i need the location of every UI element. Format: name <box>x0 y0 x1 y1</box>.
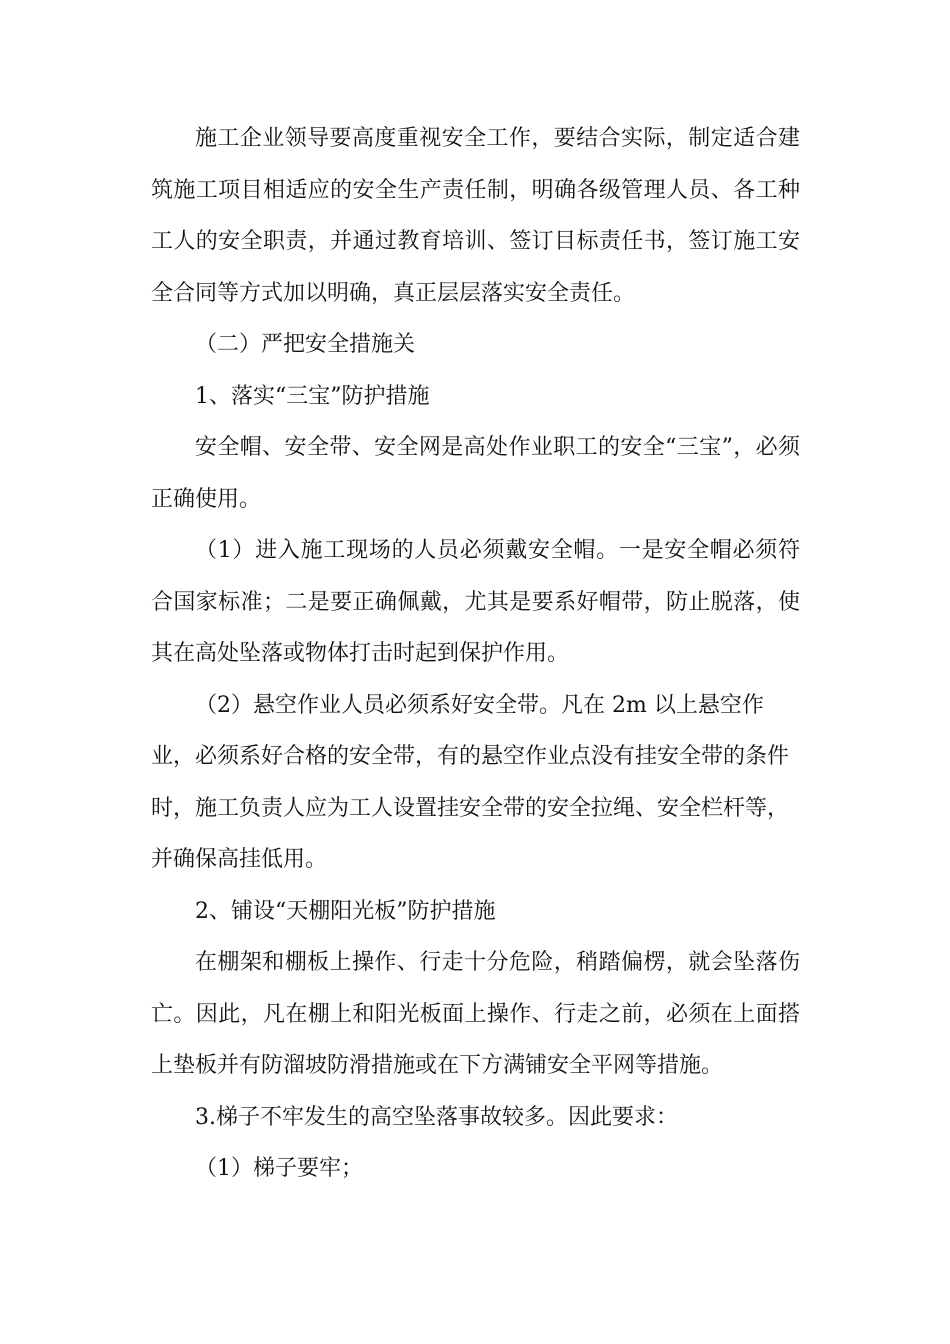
paragraph-skylight-board: 在棚架和棚板上操作、行走十分危险，稍踏偏楞，就会坠落伤亡。因此，凡在棚上和阳光板面上操作、行走之前，必须在上面搭上垫板并有防溜坡防滑措施或在下方满铺安全平网等措施。 <box>151 950 800 1078</box>
paragraph-three-treasures: 安全帽、安全带、安全网是高处作业职工的安全“三宝”，必须正确使用。 <box>151 435 800 512</box>
list-item-ladder-firm: （1）梯子要牢； <box>195 1156 363 1181</box>
paragraph-responsibility: 施工企业领导要高度重视安全工作，要结合实际，制定适合建筑施工项目相适应的安全生产责任制，明确各级管理人员、各工种工人的安全职责，并通过教育培训、签订目标责任书，签订施工安全合同等方式加以明确，真正层层落实安全责任。 <box>151 126 800 306</box>
paragraph-safety-belt: （2）悬空作业人员必须系好安全带。凡在 2m 以上悬空作业，必须系好合格的安全带，有的悬空作业点没有挂安全带的条件时，施工负责人应为工人设置挂安全带的安全拉绳、安全栏杆等，并确保高挂低用。 <box>151 692 790 872</box>
section-heading-safety-measures: （二）严把安全措施关 <box>195 332 416 357</box>
paragraph-helmet: （1）进入施工现场的人员必须戴安全帽。一是安全帽必须符合国家标准；二是要正确佩戴，尤其是要系好帽带，防止脱落，使其在高处坠落或物体打击时起到保护作用。 <box>151 538 800 666</box>
subheading-skylight-board: 2、铺设“天棚阳光板”防护措施 <box>195 898 496 924</box>
subheading-three-treasures: 1、落实“三宝”防护措施 <box>195 383 430 409</box>
subheading-ladder: 3.梯子不牢发生的高空坠落事故较多。因此要求： <box>195 1104 678 1130</box>
